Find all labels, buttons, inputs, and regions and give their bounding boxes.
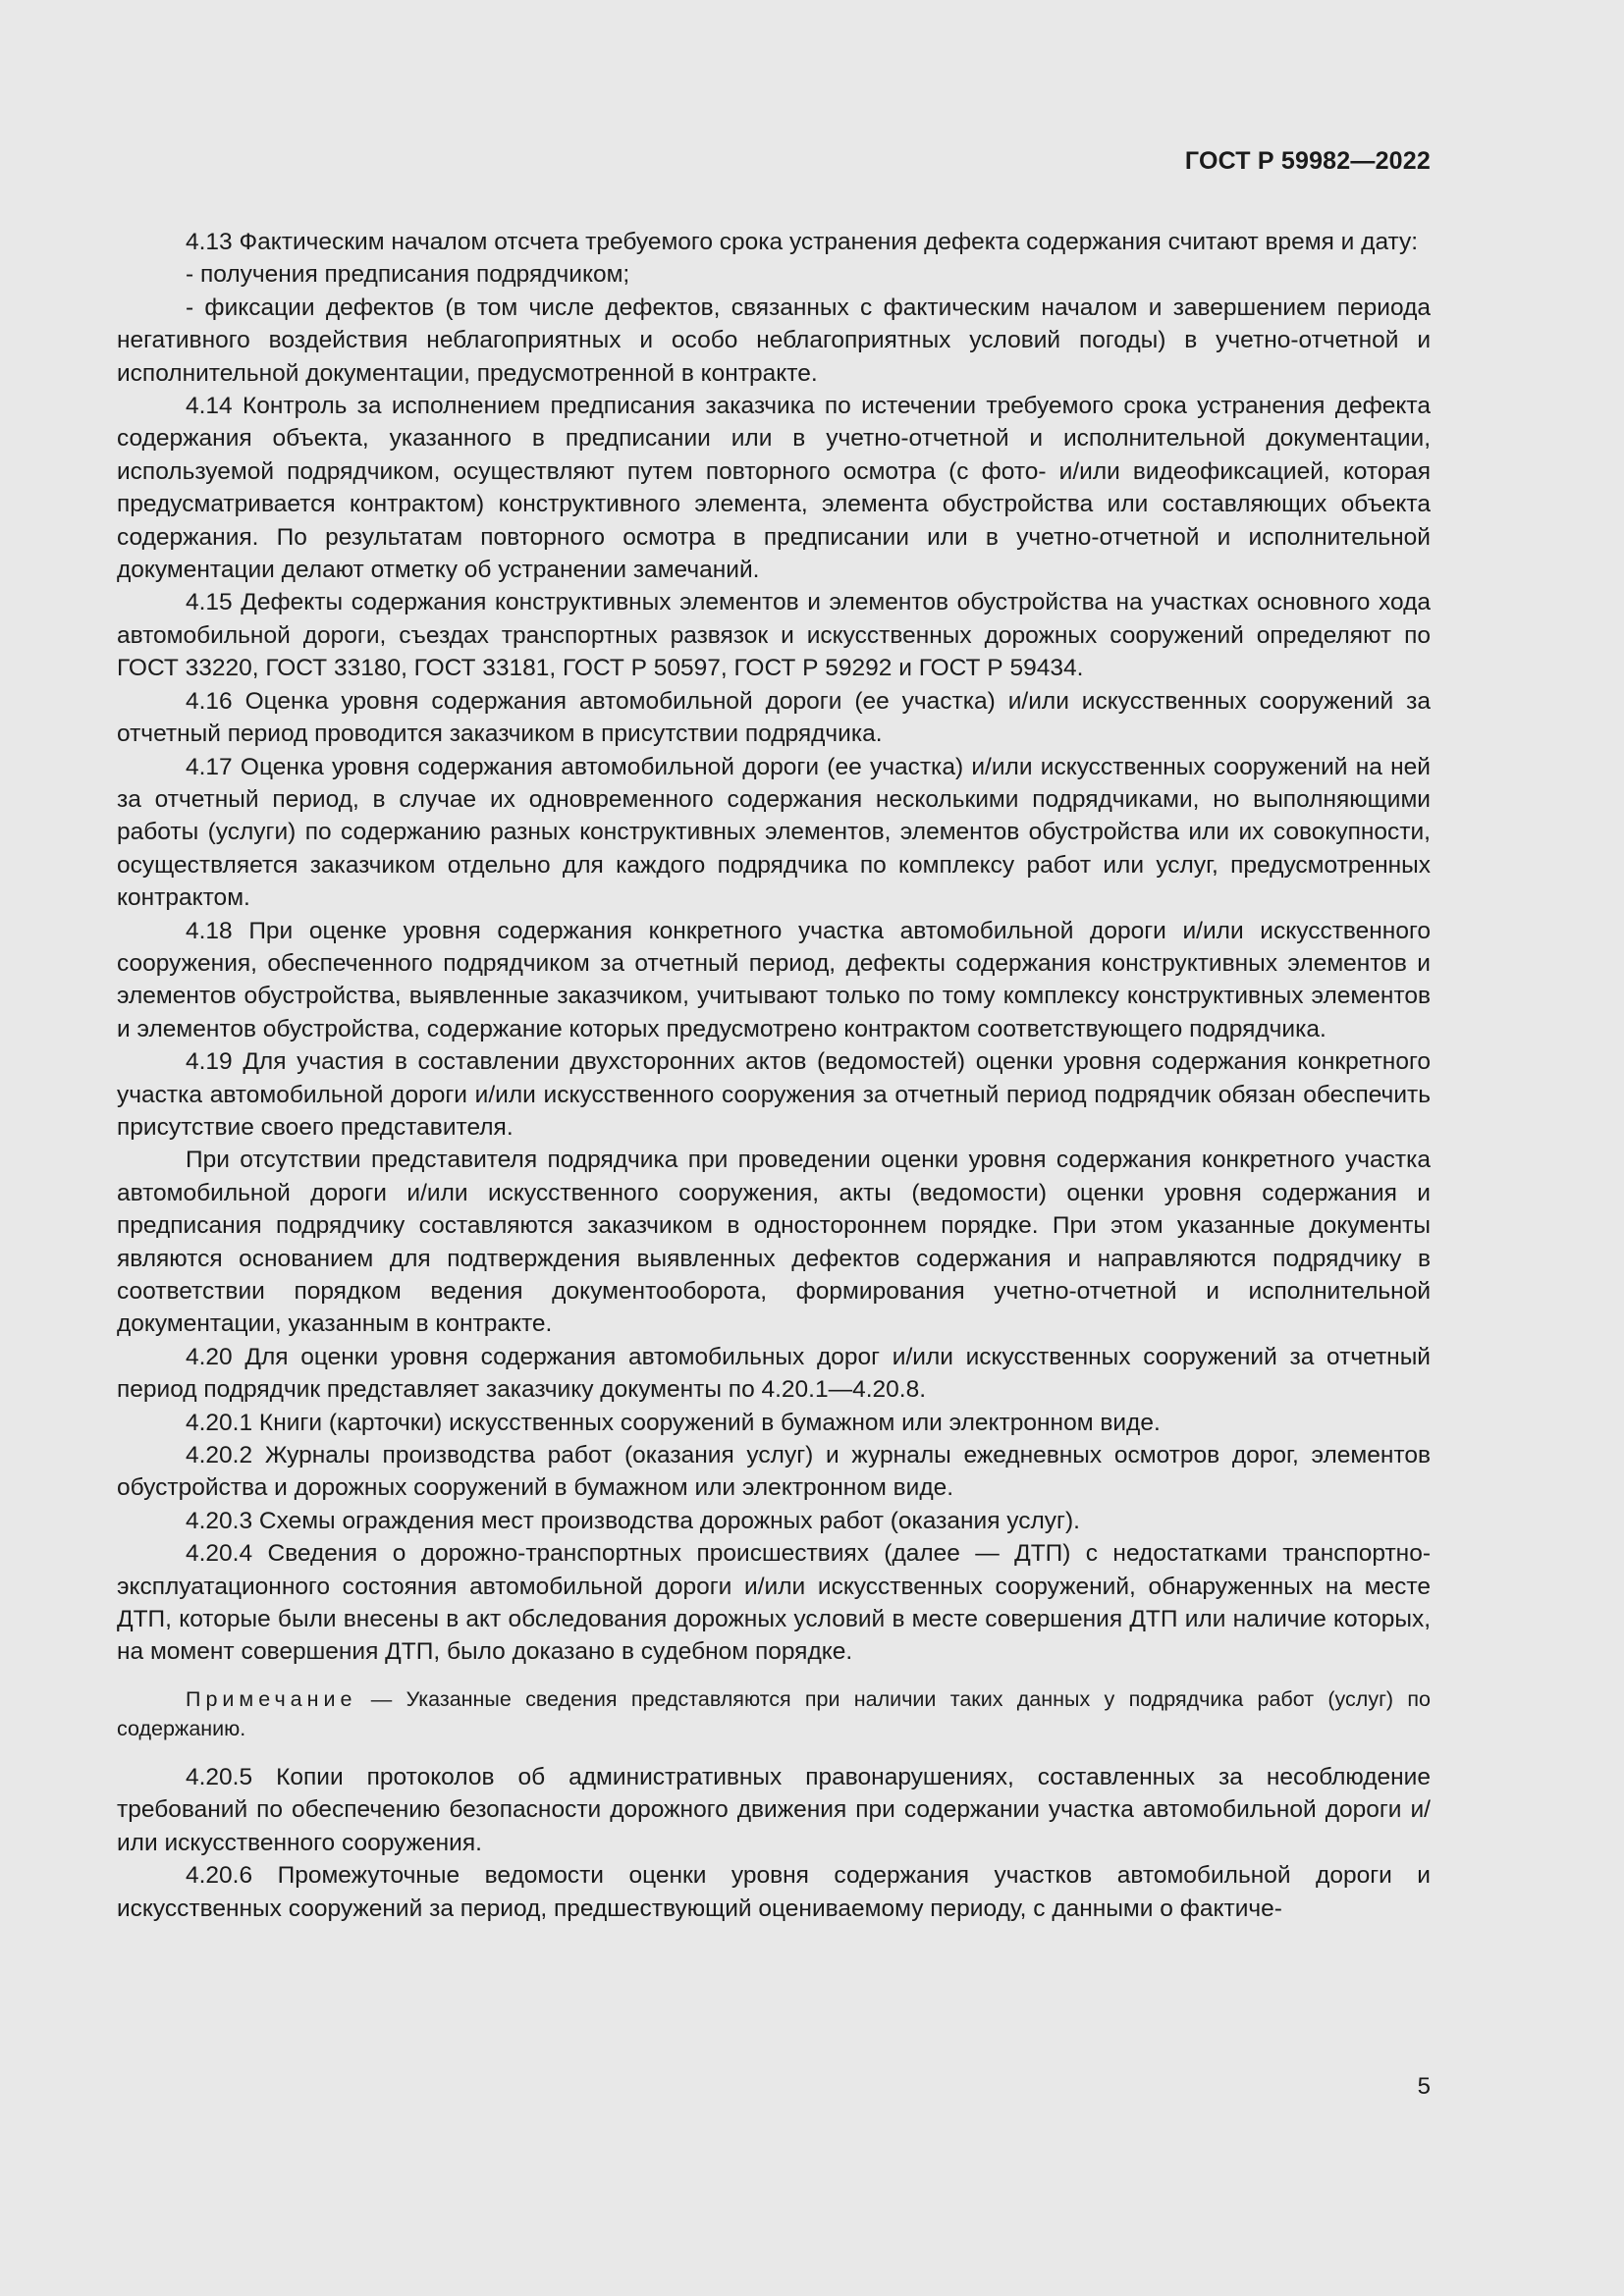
- paragraph-4-20: 4.20 Для оценки уровня содержания автомобильных дорог и/или искусственных сооружений за отчетный период подрядчик представляет заказчику документы по 4.20.1—4.20.8.: [117, 1343, 1431, 1404]
- paragraph-4-13: 4.13 Фактическим началом отсчета требуемого срока устранения дефекта содержания считают время и дату:: [186, 229, 1419, 255]
- document-body: [117, 226, 1431, 1925]
- list-item: - фиксации дефектов (в том числе дефектов, связанных с фактическим началом и завершением периода негативного воздействия неблагоприятных и особо неблагоприятных условий погоды) в учетно-отчетной и исполнительной документации, предусмотренной в контракте.: [117, 294, 1431, 387]
- document-header: ГОСТ Р 59982—2022: [1184, 147, 1431, 175]
- paragraph-4-14: 4.14 Контроль за исполнением предписания заказчика по истечении требуемого срока устранения дефекта содержания объекта, указанного в предписании или в учетно-отчетной и исполнительной документации, используемой подрядчиком, осуществляют путем повторного осмотра (с фото- и/или видеофиксацией, которая предусматривается контрактом) конструктивного элемента, элемента обустройства или составляющих объекта содержания. По результатам повторного осмотра в предписании или в учетно-отчетной и исполнительной документации делают отметку об устранении замечаний.: [117, 393, 1431, 584]
- paragraph-4-20-6: 4.20.6 Промежуточные ведомости оценки уровня содержания участков автомобильной дороги и искусственных сооружений за период, предшествующий оцениваемому периоду, с данными о фактиче-: [117, 1862, 1431, 1922]
- paragraph-4-18: 4.18 При оценке уровня содержания конкретного участка автомобильной дороги и/или искусственного сооружения, обеспеченного подрядчиком за отчетный период, дефекты содержания конструктивных элементов и элементов обустройства, выявленные заказчиком, учитывают только по тому комплексу конструктивных элементов и элементов обустройства, содержание которых предусмотрено контрактом соответствующего подрядчика.: [117, 917, 1431, 1042]
- page-number: 5: [1417, 2073, 1431, 2100]
- paragraph-4-20-5: 4.20.5 Копии протоколов об административных правонарушениях, составленных за несоблюдение требований по обеспечению безопасности дорожного движения при содержании участка автомобильной дороги и/или искусственного сооружения.: [117, 1763, 1431, 1856]
- paragraph-4-15: 4.15 Дефекты содержания конструктивных элементов и элементов обустройства на участках основного хода автомобильной дороги, съездах транспортных развязок и искусственных дорожных сооружений определяют по ГОСТ 33220, ГОСТ 33180, ГОСТ 33181, ГОСТ Р 50597, ГОСТ Р 59292 и ГОСТ Р 59434.: [117, 589, 1431, 682]
- paragraph-4-20-2: 4.20.2 Журналы производства работ (оказания услуг) и журналы ежедневных осмотров дорог, элементов обустройства и дорожных сооружений в бумажном или электронном виде.: [117, 1442, 1431, 1502]
- note-text: — Указанные сведения представляются при наличии таких данных у подрядчика работ (услуг) по содержанию.: [117, 1686, 1431, 1740]
- paragraph-4-17: 4.17 Оценка уровня содержания автомобильной дороги (ее участка) и/или искусственных сооружений на ней за отчетный период, в случае их одновременного содержания несколькими подрядчиками, но выполняющими работы (услуги) по содержанию разных конструктивных элементов, элементов обустройства или их совокупности, осуществляется заказчиком отдельно для каждого подрядчика по комплексу работ или услуг, предусмотренных контрактом.: [117, 753, 1431, 912]
- paragraph-4-19: 4.19 Для участия в составлении двухсторонних актов (ведомостей) оценки уровня содержания конкретного участка автомобильной дороги и/или искусственного сооружения за отчетный период подрядчик обязан обеспечить присутствие своего представителя.: [117, 1048, 1431, 1141]
- list-item: - получения предписания подрядчиком;: [186, 261, 630, 289]
- note-label: Примечание: [186, 1686, 357, 1711]
- paragraph-4-16: 4.16 Оценка уровня содержания автомобильной дороги (ее участка) и/или искусственных сооружений за отчетный период проводится заказчиком в присутствии подрядчика.: [117, 687, 1431, 748]
- paragraph-4-19-continuation: При отсутствии представителя подрядчика при проведении оценки уровня содержания конкретного участка автомобильной дороги и/или искусственного сооружения, акты (ведомости) оценки уровня содержания и предписания подрядчику составляются заказчиком в одностороннем порядке. При этом указанные документы являются основанием для подтверждения выявленных дефектов содержания и направляются подрядчику в соответствии порядком ведения документооборота, формирования учетно-отчетной и исполнительной документации, указанным в контракте.: [117, 1147, 1431, 1338]
- paragraph-4-20-3: 4.20.3 Схемы ограждения мест производства дорожных работ (оказания услуг).: [186, 1507, 1080, 1534]
- paragraph-4-20-1: 4.20.1 Книги (карточки) искусственных сооружений в бумажном или электронном виде.: [186, 1409, 1161, 1436]
- paragraph-4-20-4: 4.20.4 Сведения о дорожно-транспортных происшествиях (далее — ДТП) с недостатками транспортно-эксплуатационного состояния автомобильной дороги и/или искусственных сооружений, обнаруженных на месте ДТП, которые были внесены в акт обследования дорожных условий в месте совершения ДТП или наличие которых, на момент совершения ДТП, было доказано в судебном порядке.: [117, 1540, 1431, 1666]
- note: [117, 1684, 1431, 1743]
